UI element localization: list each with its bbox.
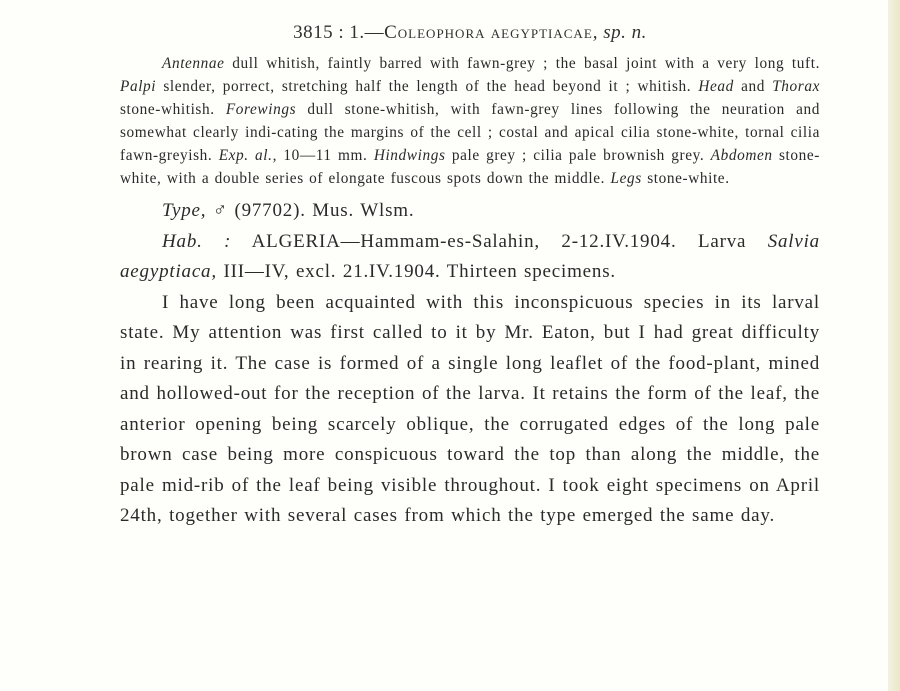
palpi-label: Palpi: [120, 78, 157, 95]
type-line: [120, 196, 820, 227]
document-page: [120, 0, 820, 691]
hindwings-label: Hindwings: [373, 147, 446, 164]
thorax-text: stone-whitish.: [120, 101, 226, 118]
habitat-line: [120, 227, 820, 288]
exp-text: 10—11 mm.: [277, 147, 374, 164]
palpi-text: slender, porrect, stretching half the length of the head beyond it ; whitish.: [156, 78, 699, 95]
heading-number: 3815 : 1.: [293, 22, 365, 43]
antennae-text: dull whitish, faintly barred with fawn-grey ; the basal joint with a very long tuft.: [224, 55, 820, 72]
abdomen-label: Abdomen: [710, 147, 773, 164]
host-plant: Salvia aegyptiaca,: [120, 230, 820, 282]
heading-sp: sp. n.: [603, 22, 647, 43]
male-symbol: ♂: [212, 200, 228, 221]
exp-label: Exp. al.,: [218, 147, 277, 164]
type-text: (97702). Mus. Wlsm.: [227, 200, 415, 221]
heading-dash: —: [364, 22, 385, 43]
body-paragraph: I have long been acquainted with this inconspicuous species in its larval state. My attention was first called to it by Mr. Eaton, but I had great difficulty in rearing it. The case is formed of a single long leaflet of the food-plant, mined and hollowed-out for the reception of the larva. It retains the form of the leaf, the anterior opening being scarcely oblique, the corrugated edges of the long pale brown case being more conspicuous toward the top than along the middle, the pale mid-rib of the leaf being visible throughout. I took eight specimens on April 24th, together with several cases from which the type emerged the same day.: [120, 291, 820, 526]
description-paragraph: [120, 52, 820, 190]
page-edge: [888, 0, 900, 691]
hab-text-2: III—IV, excl. 21.IV.1904. Thirteen specimens.: [216, 261, 616, 282]
hab-label: Hab. :: [162, 230, 232, 252]
antennae-label: Antennae: [162, 55, 225, 72]
forewings-label: Forewings: [225, 101, 297, 118]
hab-text: ALGERIA—Hammam-es-Salahin, 2-12.IV.1904. Larva: [231, 230, 768, 252]
abdomen-text: stone-white, with a double series of elongate fuscous spots down the middle.: [120, 147, 820, 187]
and-text: and: [733, 78, 773, 95]
legs-label: Legs: [610, 170, 642, 187]
heading-genus: Coleophora: [384, 22, 486, 43]
forewings-text: dull stone-whitish, with fawn-grey lines following the neuration and somewhat clearly indi-cating the margins of the cell ; costal and apical cilia stone-white, tornal cilia fawn-greyish.: [120, 101, 820, 164]
type-label: Type,: [162, 200, 207, 221]
legs-text: stone-white.: [641, 170, 730, 187]
head-label: Head: [698, 78, 734, 95]
page-heading: 3815 : 1.—Coleophora aegyptiacae, sp. n.: [293, 22, 647, 43]
heading-species: aegyptiacae: [490, 22, 593, 43]
hindwings-text: pale grey ; cilia pale brownish grey.: [445, 147, 711, 164]
thorax-label: Thorax: [772, 78, 820, 95]
